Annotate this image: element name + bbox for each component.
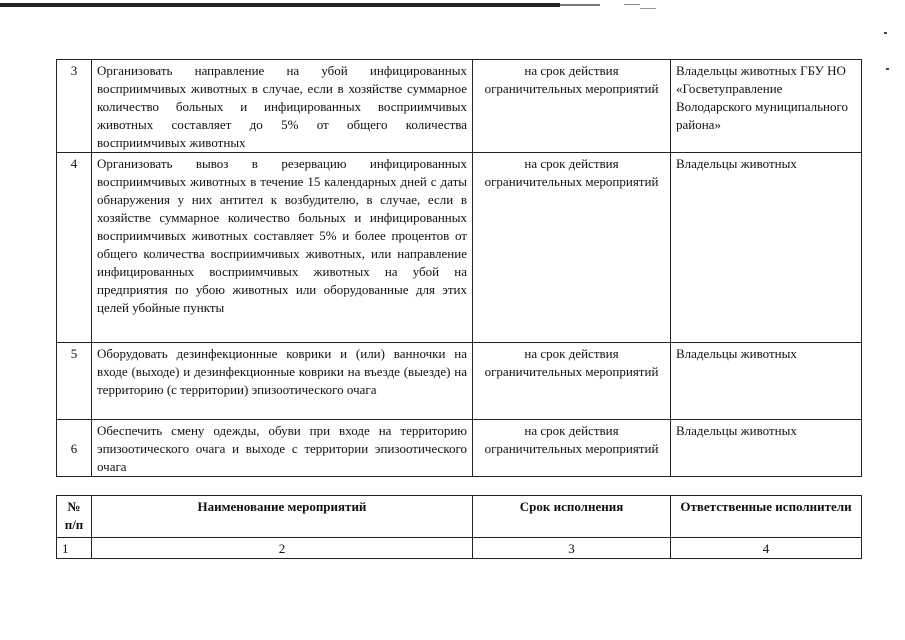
measure-responsible: Владельцы животных <box>671 420 862 477</box>
column-number: 3 <box>473 538 671 559</box>
measures-table <box>56 59 862 477</box>
header-term: Срок исполнения <box>473 496 671 538</box>
row-number: 6 <box>57 420 92 477</box>
row-number: 3 <box>57 60 92 153</box>
measure-term: на срок действия ограничительных мероприятий <box>473 60 671 153</box>
scan-top-border-tail <box>560 4 600 6</box>
header-row <box>57 496 862 538</box>
measure-term: на срок действия ограничительных мероприятий <box>473 420 671 477</box>
scan-top-border <box>0 3 560 7</box>
table-row <box>57 153 862 343</box>
measure-term: на срок действия ограничительных мероприятий <box>473 343 671 420</box>
measure-responsible: Владельцы животных <box>671 153 862 343</box>
header-name: Наименование мероприятий <box>92 496 473 538</box>
row-number: 5 <box>57 343 92 420</box>
measure-responsible: Владельцы животных <box>671 343 862 420</box>
scan-artifact <box>640 8 656 9</box>
measure-responsible: Владельцы животных ГБУ НО «Госветуправление Володарского муниципального района» <box>671 60 862 153</box>
measure-description: Обеспечить смену одежды, обуви при входе на территорию эпизоотического очага и выходе с территории эпизоотического очага <box>92 420 473 477</box>
column-number: 1 <box>57 538 92 559</box>
column-number: 2 <box>92 538 473 559</box>
measure-term: на срок действия ограничительных мероприятий <box>473 153 671 343</box>
column-number: 4 <box>671 538 862 559</box>
header-responsible: Ответственные исполнители <box>671 496 862 538</box>
measure-description: Оборудовать дезинфекционные коврики и (или) ванночки на входе (выходе) и дезинфекционные коврики на въезде (выезде) на территорию (с территории) эпизоотического очага <box>92 343 473 420</box>
table-row <box>57 60 862 153</box>
table-header-block <box>56 495 862 559</box>
scan-speck <box>884 32 887 34</box>
table-row <box>57 420 862 477</box>
row-number: 4 <box>57 153 92 343</box>
header-number: № п/п <box>57 496 92 538</box>
table-row <box>57 343 862 420</box>
scan-speck <box>886 68 889 70</box>
numbering-row <box>57 538 862 559</box>
scan-artifact <box>624 4 640 5</box>
measure-description: Организовать направление на убой инфицированных восприимчивых животных в случае, если в хозяйстве суммарное количество больных и инфицированных восприимчивых животных составляет до 5% от общего количества восприимчивых животных <box>92 60 473 153</box>
measure-description: Организовать вывоз в резервацию инфицированных восприимчивых животных в течение 15 календарных дней с даты обнаружения у них антител к возбудителю, в случае, если в хозяйстве суммарное количество больных и инфицированных восприимчивых животных составляет 5% и более процентов от общего количества восприимчивых животных, или направление инфицированных восприимчивых животных на убой на предприятия по убою животных или оборудованные для этих целей убойные пункты <box>92 153 473 343</box>
